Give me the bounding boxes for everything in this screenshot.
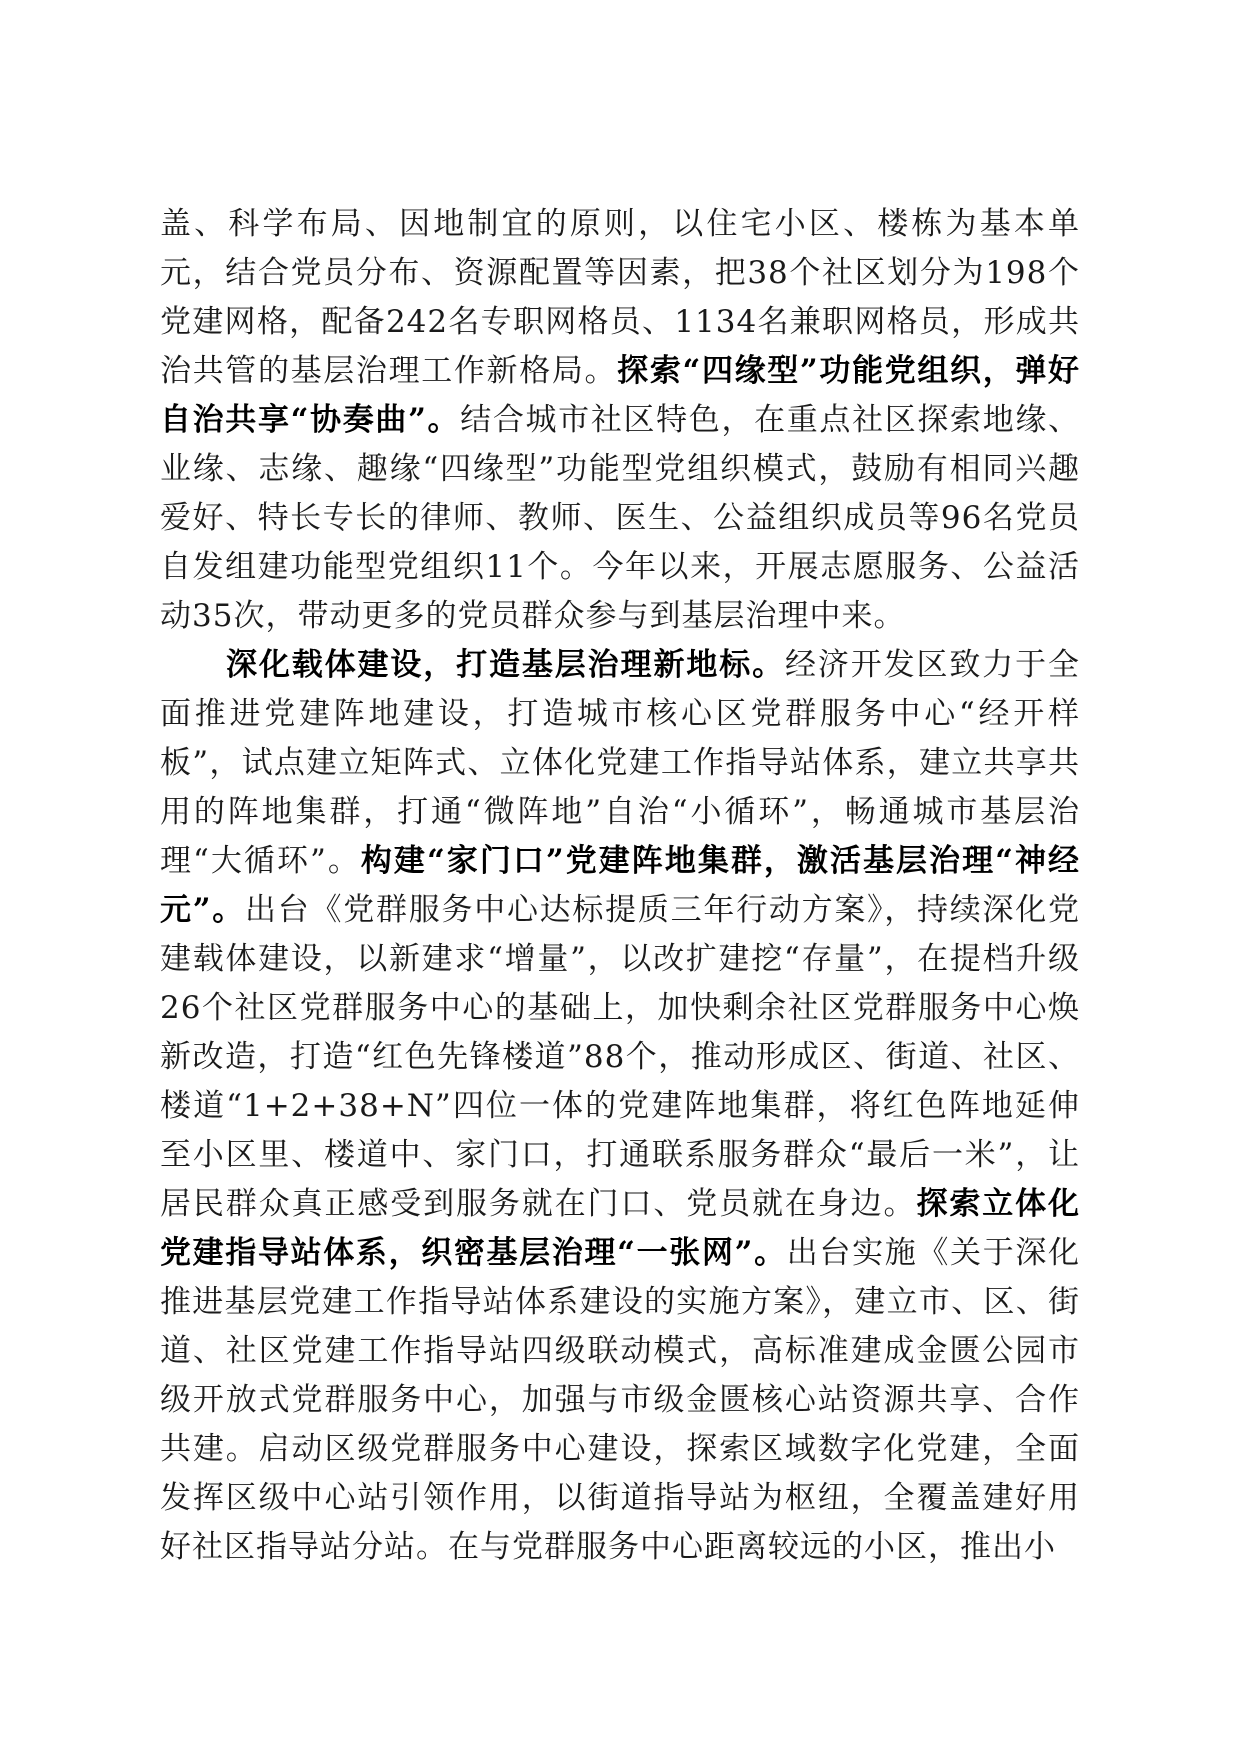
paragraph-section bbox=[160, 641, 1080, 1572]
bold-heading: 构建“家门口”党建阵地集群，激活基层治理“神经元”。 bbox=[160, 843, 1080, 928]
paragraph-text: 出台实施《关于深化推进基层党建工作指导站体系建设的实施方案》，建立市、区、街道、社区党建工作指导站四级联动模式，高标准建成金匮公园市级开放式党群服务中心，加强与市级金匮核心站资源共享、合作共建。启动区级党群服务中心建设，探索区域数字化党建，全面发挥区级中心站引领作用，以街道指导站为枢纽，全覆盖建好用好社区指导站分站。在与党群服务中心距离较远的小区，推出小 bbox=[160, 1235, 1081, 1565]
paragraph-text: 结合城市社区特色，在重点社区探索地缘、业缘、志缘、趣缘“四缘型”功能型党组织模式，鼓励有相同兴趣爱好、特长专长的律师、教师、医生、公益组织成员等96名党员自发组建功能型党组织11个。今年以来，开展志愿服务、公益活动35次，带动更多的党员群众参与到基层治理中来。 bbox=[160, 402, 1080, 634]
bold-heading: 探索“四缘型”功能党组织，弹好自治共享“协奏曲”。 bbox=[160, 353, 1080, 438]
bold-heading: 探索立体化党建指导站体系，织密基层治理“一张网”。 bbox=[160, 1186, 1081, 1271]
paragraph-text: 盖、科学布局、因地制宜的原则，以住宅小区、楼栋为基本单元，结合党员分布、资源配置等因素，把38个社区划分为198个党建网格，配备242名专职网格员、1134名兼职网格员，形成共治共管的基层治理工作新格局。 bbox=[160, 206, 1080, 389]
paragraph-continued bbox=[160, 200, 1080, 641]
section-heading: 深化载体建设，打造基层治理新地标。 bbox=[226, 647, 785, 683]
paragraph-text: 出台《党群服务中心达标提质三年行动方案》，持续深化党建载体建设，以新建求“增量”，以改扩建挖“存量”，在提档升级26个社区党群服务中心的基础上，加快剩余社区党群服务中心焕新改造，打造“红色先锋楼道”88个，推动形成区、街道、社区、楼道“1+2+38+N”四位一体的党建阵地集群，将红色阵地延伸至小区里、楼道中、家门口，打通联系服务群众“最后一米”，让居民群众真正感受到服务就在门口、党员就在身边。 bbox=[160, 892, 1080, 1222]
paragraph-text: 经济开发区致力于全面推进党建阵地建设，打造城市核心区党群服务中心“经开样板”，试点建立矩阵式、立体化党建工作指导站体系，建立共享共用的阵地集群，打通“微阵地”自治“小循环”，畅通城市基层治理“大循环”。 bbox=[160, 647, 1081, 879]
body-text bbox=[160, 200, 1080, 1572]
